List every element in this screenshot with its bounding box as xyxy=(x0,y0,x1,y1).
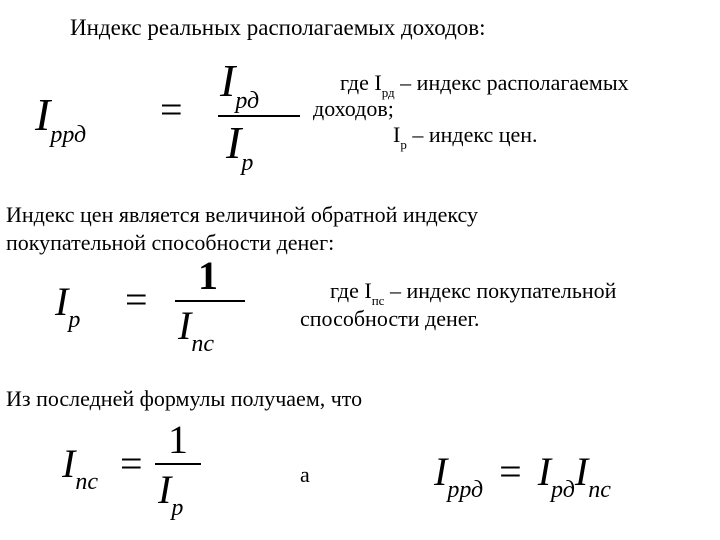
equals-sign: = xyxy=(120,441,143,486)
equals-sign: = xyxy=(125,277,148,322)
formula1-numerator: $I_{рд}$ xyxy=(220,55,260,114)
formula2-lhs: $I_р$ xyxy=(55,279,81,333)
formula3-numerator: 1 xyxy=(168,417,188,462)
formula3-lhs: $I_{пс}$ xyxy=(62,441,98,495)
paragraph-line: Индекс цен является величиной обратной индексу xyxy=(6,202,479,227)
subscript: ррд xyxy=(50,122,87,148)
formula3-denominator: $I_р$ xyxy=(158,467,184,521)
paragraph-line: Из последней формулы получаем, что xyxy=(6,386,363,411)
conjunction-text: а xyxy=(300,462,310,487)
equals-sign: = xyxy=(160,87,183,132)
paragraph-line: покупательной способности денег: xyxy=(6,230,335,255)
formula4: $I_{ррд} = I_{рд}I_{пс}$ xyxy=(434,449,611,503)
definition-line: способности денег. xyxy=(300,306,480,331)
page-title: Индекс реальных располагаемых доходов: xyxy=(70,15,486,40)
definition-line: где $I_{рд}$ – индекс располагаемых xyxy=(340,70,629,100)
formula2-numerator: 1 xyxy=(198,253,218,298)
formula1-denominator: $I_р$ xyxy=(226,117,254,176)
formula-real-income-index-lhs xyxy=(35,88,87,148)
definition-line: доходов; xyxy=(313,96,394,121)
formula2-denominator: $I_{пс}$ xyxy=(178,303,214,357)
definition-line: $I_р$ – индекс цен. xyxy=(393,122,538,152)
symbol-i: I xyxy=(35,89,51,140)
definition-line: где $I_{пс}$ – индекс покупательной xyxy=(330,278,617,308)
fraction-bar xyxy=(155,463,201,465)
